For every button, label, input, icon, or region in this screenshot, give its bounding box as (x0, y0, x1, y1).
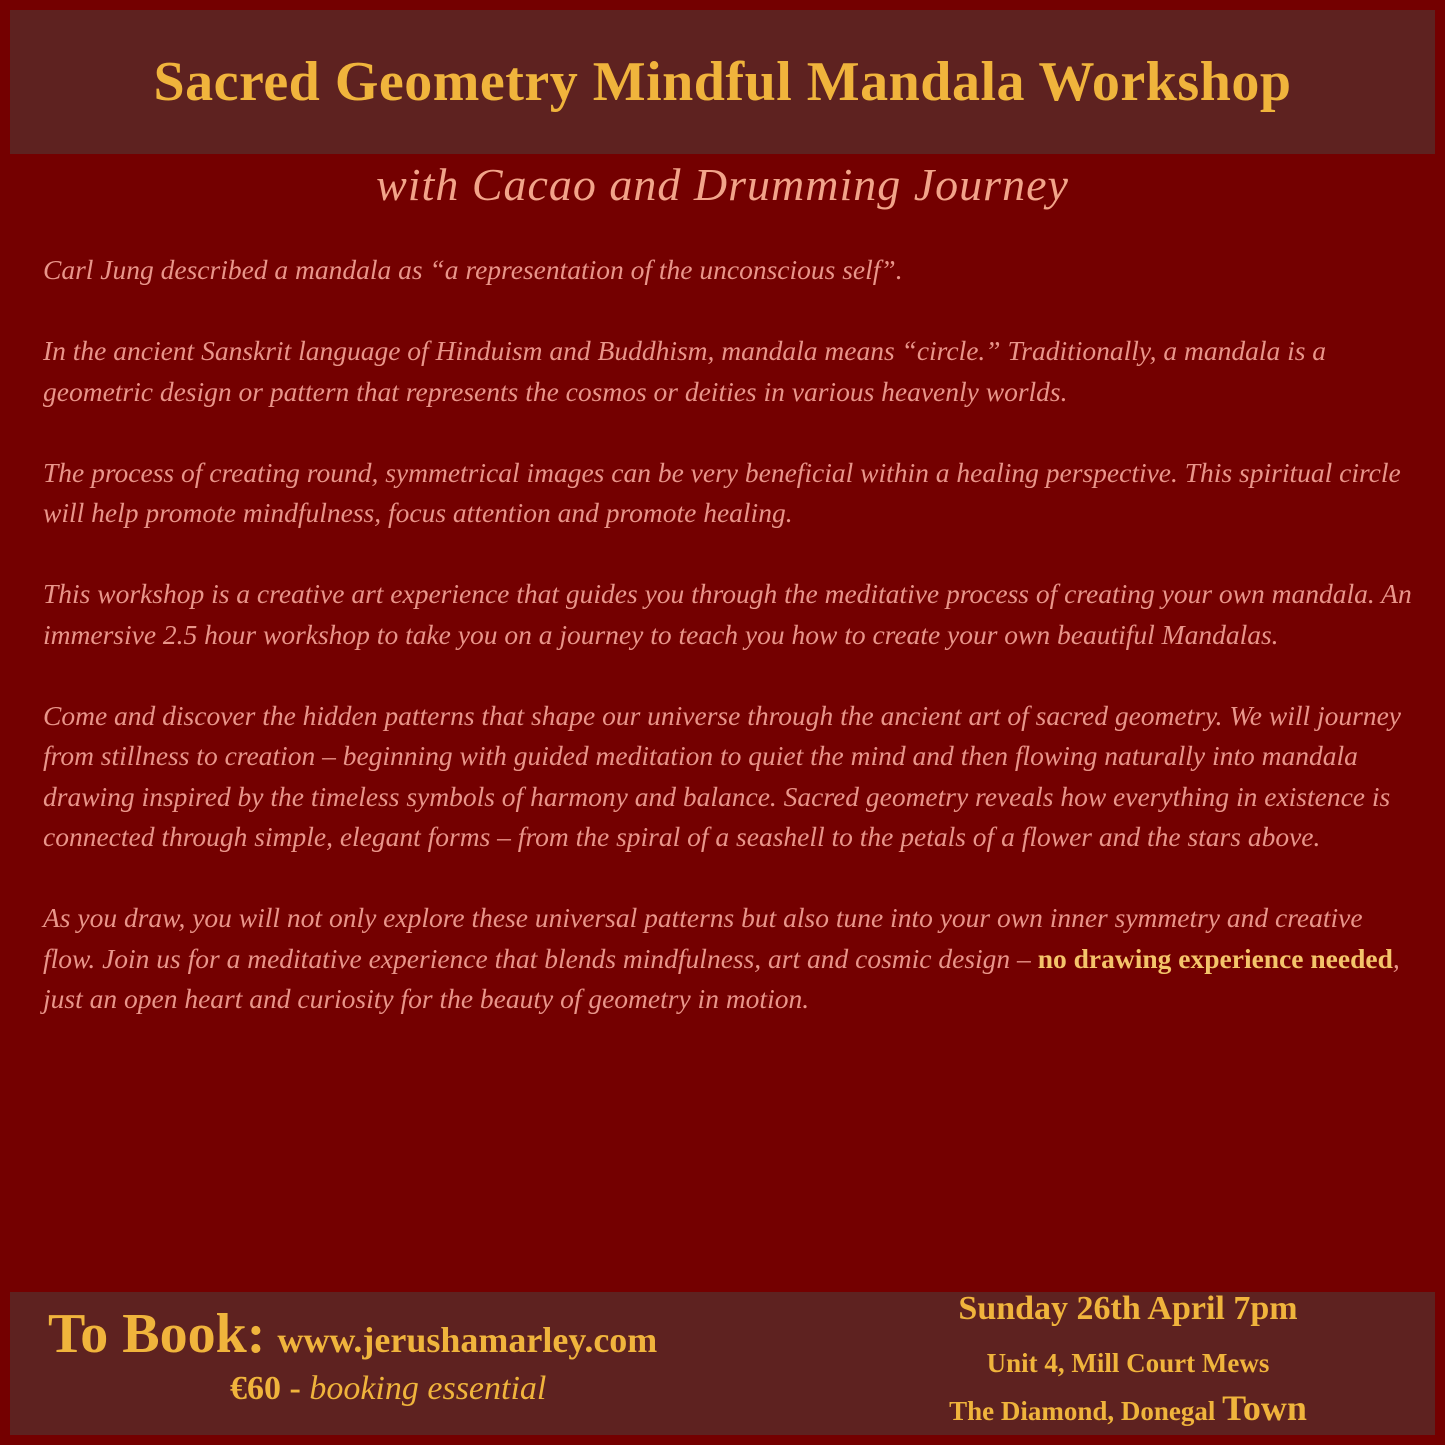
poster-title: Sacred Geometry Mindful Mandala Workshop (153, 51, 1292, 113)
invitation-text-start: As you draw, you will not only explore these universal patterns but also tune into your own inner symmetry and creative flow. Join us for a meditative experience that blends mindfulness, art and cosmic design – (43, 902, 1363, 974)
booking-footer (10, 1292, 1435, 1435)
no-experience-highlight: no drawing experience needed (1037, 942, 1393, 974)
event-date: Sunday 26th April 7pm (958, 1290, 1298, 1327)
address-line-2 (878, 1390, 1378, 1429)
description (43, 250, 1413, 1020)
address-line-1: Unit 4, Mill Court Mews (986, 1348, 1270, 1378)
title-banner (10, 10, 1435, 154)
booking-note: booking essential (309, 1370, 547, 1407)
paragraph-jung-quote: Carl Jung described a mandala as “a representation of the unconscious self”. (43, 254, 903, 285)
event-details (878, 1292, 1378, 1429)
booking-line (48, 1302, 657, 1366)
paragraph-sanskrit-meaning: In the ancient Sanskrit language of Hinduism and Buddhism, mandala means “circle.” Traditionally, a mandala is a geometric design or pattern that represents the cosmos or deities in various heavenly worlds. (43, 335, 1327, 407)
paragraph-healing-process: The process of creating round, symmetrical images can be very beneficial within a healing perspective. This spiritual circle will help promote mindfulness, focus attention and promote healing. (43, 456, 1401, 528)
price: €60 - (230, 1370, 301, 1407)
paragraph-workshop-overview: This workshop is a creative art experience that guides you through the meditative process of creating your own mandala. An immersive 2.5 hour workshop to take you on a journey to teach you how to create your own beautiful Mandalas. (43, 578, 1412, 650)
invitation-text-end: , just an open heart and curiosity for the beauty of geometry in motion. (43, 942, 1400, 1014)
address-street: The Diamond, Donegal (949, 1396, 1216, 1426)
poster-subtitle: with Cacao and Drumming Journey (376, 159, 1069, 210)
paragraph-invitation (43, 898, 1413, 1020)
booking-website-link[interactable]: www.jerushamarley.com (277, 1320, 658, 1360)
paragraph-sacred-geometry: Come and discover the hidden patterns that shape our universe through the ancient art of sacred geometry. We will journey from stillness to creation – beginning with guided meditation to quiet the mind and then flowing naturally into mandala drawing inspired by the timeless symbols of harmony and balance. Sacred geometry reveals how everything in existence is connected through simple, elegant forms – from the spiral of a seashell to the petals of a flower and the stars above. (43, 699, 1402, 852)
to-book-label: To Book: (48, 1303, 266, 1365)
address-town: Town (1222, 1388, 1307, 1428)
price-line (230, 1370, 546, 1408)
